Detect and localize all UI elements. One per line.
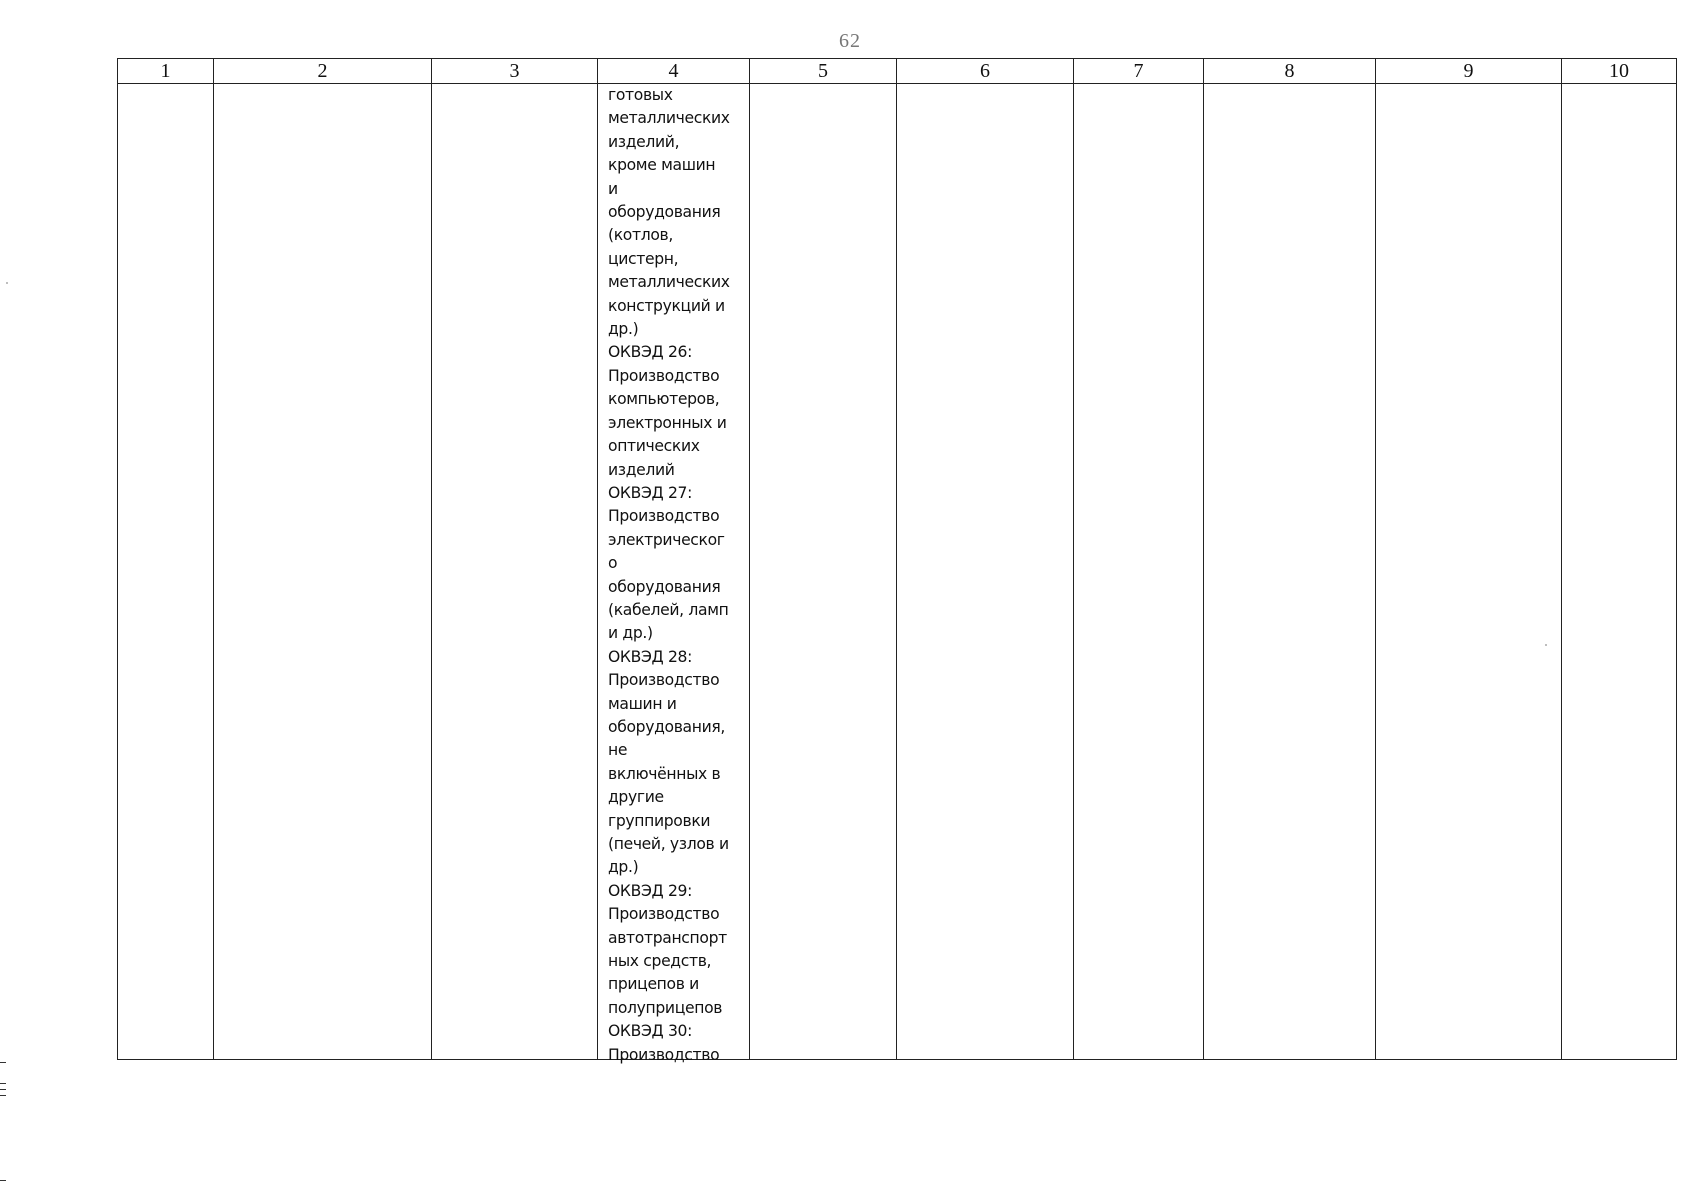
table-column-10 [1562,59,1676,1059]
column-header-9: 9 [1463,60,1474,82]
scan-margin-mark [0,1089,6,1090]
data-table [117,58,1677,1064]
column-header-7: 7 [1133,60,1144,82]
table-column-5 [750,59,897,1059]
scan-speck [1545,644,1547,646]
column-4-cell-text: готовых металлических изделий, кроме машин и оборудования (котлов, цистерн, металлических конструкций и др.) ОКВЭД 26: Производство компьютеров, электронных и оптических изделий ОКВЭД 27: Производство электрическог о оборудования (кабелей, ламп и др.) ОКВЭД 28: Производство машин и оборудования, не включённых в другие группировки (печей, узлов и др.) ОКВЭД 29: Производство автотранспорт ных средств, прицепов и полуприцепов ОКВЭД 30: Производство [608,86,730,1064]
column-header-6: 6 [980,60,990,82]
table-column-3 [432,59,598,1059]
table-column-1 [118,59,214,1059]
scan-margin-mark [0,1180,6,1181]
table-column-2 [214,59,432,1059]
column-header-4: 4 [668,60,679,82]
column-header-10: 10 [1609,60,1629,82]
column-header-2: 2 [317,60,328,82]
scan-margin-mark [0,1095,6,1096]
page-number: 62 [839,30,861,52]
table-column-6 [897,59,1074,1059]
table-column-9 [1376,59,1562,1059]
column-header-5: 5 [818,60,828,82]
column-header-1: 1 [160,60,171,82]
table-column-8 [1204,59,1376,1059]
scan-speck [6,282,8,284]
column-header-8: 8 [1284,60,1295,82]
scan-margin-mark [0,1083,6,1084]
table-column-7 [1074,59,1204,1059]
scan-margin-mark [0,1062,6,1063]
column-header-3: 3 [509,60,520,82]
table-column-4 [598,59,750,1064]
